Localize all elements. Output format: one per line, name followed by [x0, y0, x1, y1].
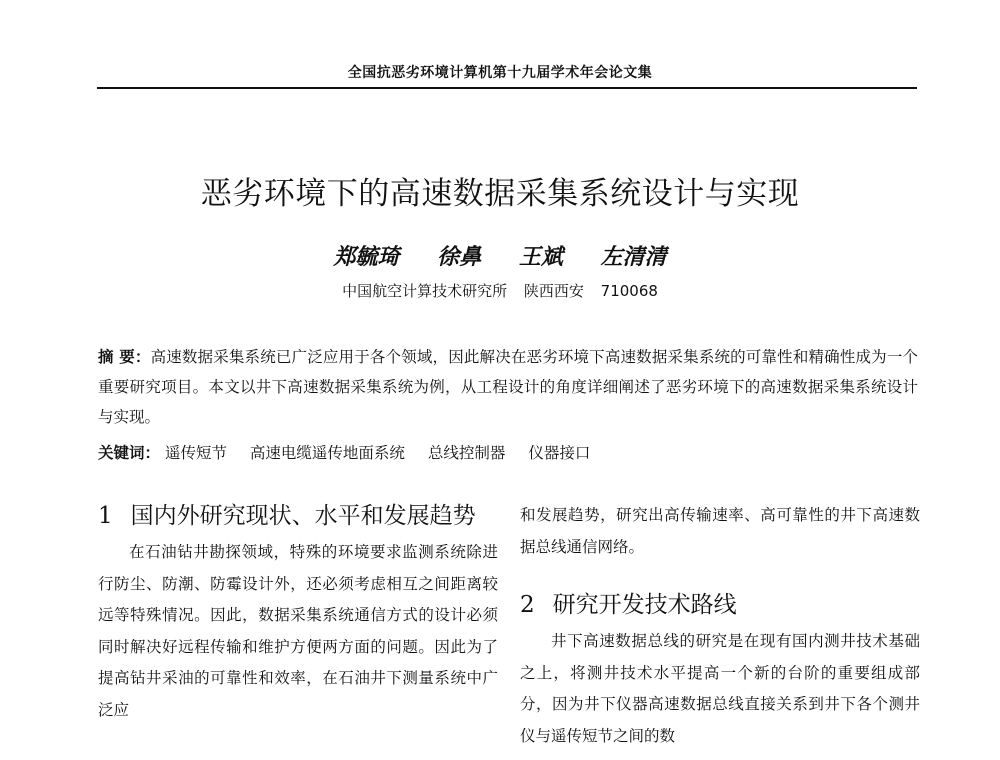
paper-title: 恶劣环境下的高速数据采集系统设计与实现: [200, 176, 800, 212]
section-number: 1: [98, 503, 113, 529]
keyword: 仪器接口: [528, 444, 591, 462]
section-title: 研究开发技术路线: [552, 592, 737, 618]
author-list: [0, 240, 1000, 271]
header-rule: [97, 87, 917, 89]
section-title: 国内外研究现状、水平和发展趋势: [130, 503, 476, 529]
section-number: 2: [520, 592, 535, 618]
left-column: [98, 500, 498, 726]
section-paragraph-continuation: 和发展趋势，研究出高传输速率、高可靠性的井下高速数据总线通信网络。: [520, 506, 920, 556]
affiliation-institute: 中国航空计算技术研究所: [342, 282, 508, 300]
affiliation-location: 陕西西安: [523, 282, 584, 300]
keywords-label: 关键词：: [98, 444, 161, 462]
author-name: 王斌: [518, 244, 563, 270]
right-column: [520, 500, 920, 752]
section-paragraph: 井下高速数据总线的研究是在现有国内测井技术基础之上，将测井技术水平提高一个新的台阶的重要组成部分，因为井下仪器高速数据总线直接关系到井下各个测井仪与遥传短节之间的数: [520, 632, 920, 745]
affiliation: [0, 280, 1000, 301]
keyword: 遥传短节: [164, 444, 227, 462]
keywords: [98, 438, 918, 468]
abstract-label: 摘 要：: [98, 348, 151, 366]
author-name: 徐鼻: [437, 244, 482, 270]
running-header: 全国抗恶劣环境计算机第十九届学术年会论文集: [347, 65, 653, 81]
affiliation-postcode: 710068: [600, 282, 658, 300]
section-heading: [98, 500, 498, 533]
abstract-text: 高速数据采集系统已广泛应用于各个领域，因此解决在恶劣环境下高速数据采集系统的可靠性和精确性成为一个重要研究项目。本文以井下高速数据采集系统为例，从工程设计的角度详细阐述了恶劣环境下的高速数据采集系统设计与实现。: [98, 348, 918, 426]
abstract: [98, 342, 918, 432]
keyword: 总线控制器: [427, 444, 506, 462]
section-heading: [520, 589, 920, 622]
author-name: 左清清: [600, 244, 667, 270]
author-name: 郑毓琦: [333, 244, 400, 270]
section-paragraph: 在石油钻井勘探领域，特殊的环境要求监测系统除进行防尘、防潮、防霉设计外，还必须考虑相互之间距离较远等特殊情况。因此，数据采集系统通信方式的设计必须同时解决好远程传输和维护方便两方面的问题。因此为了提高钻井采油的可靠性和效率，在石油井下测量系统中广泛应: [98, 543, 498, 719]
keyword: 高速电缆遥传地面系统: [249, 444, 405, 462]
